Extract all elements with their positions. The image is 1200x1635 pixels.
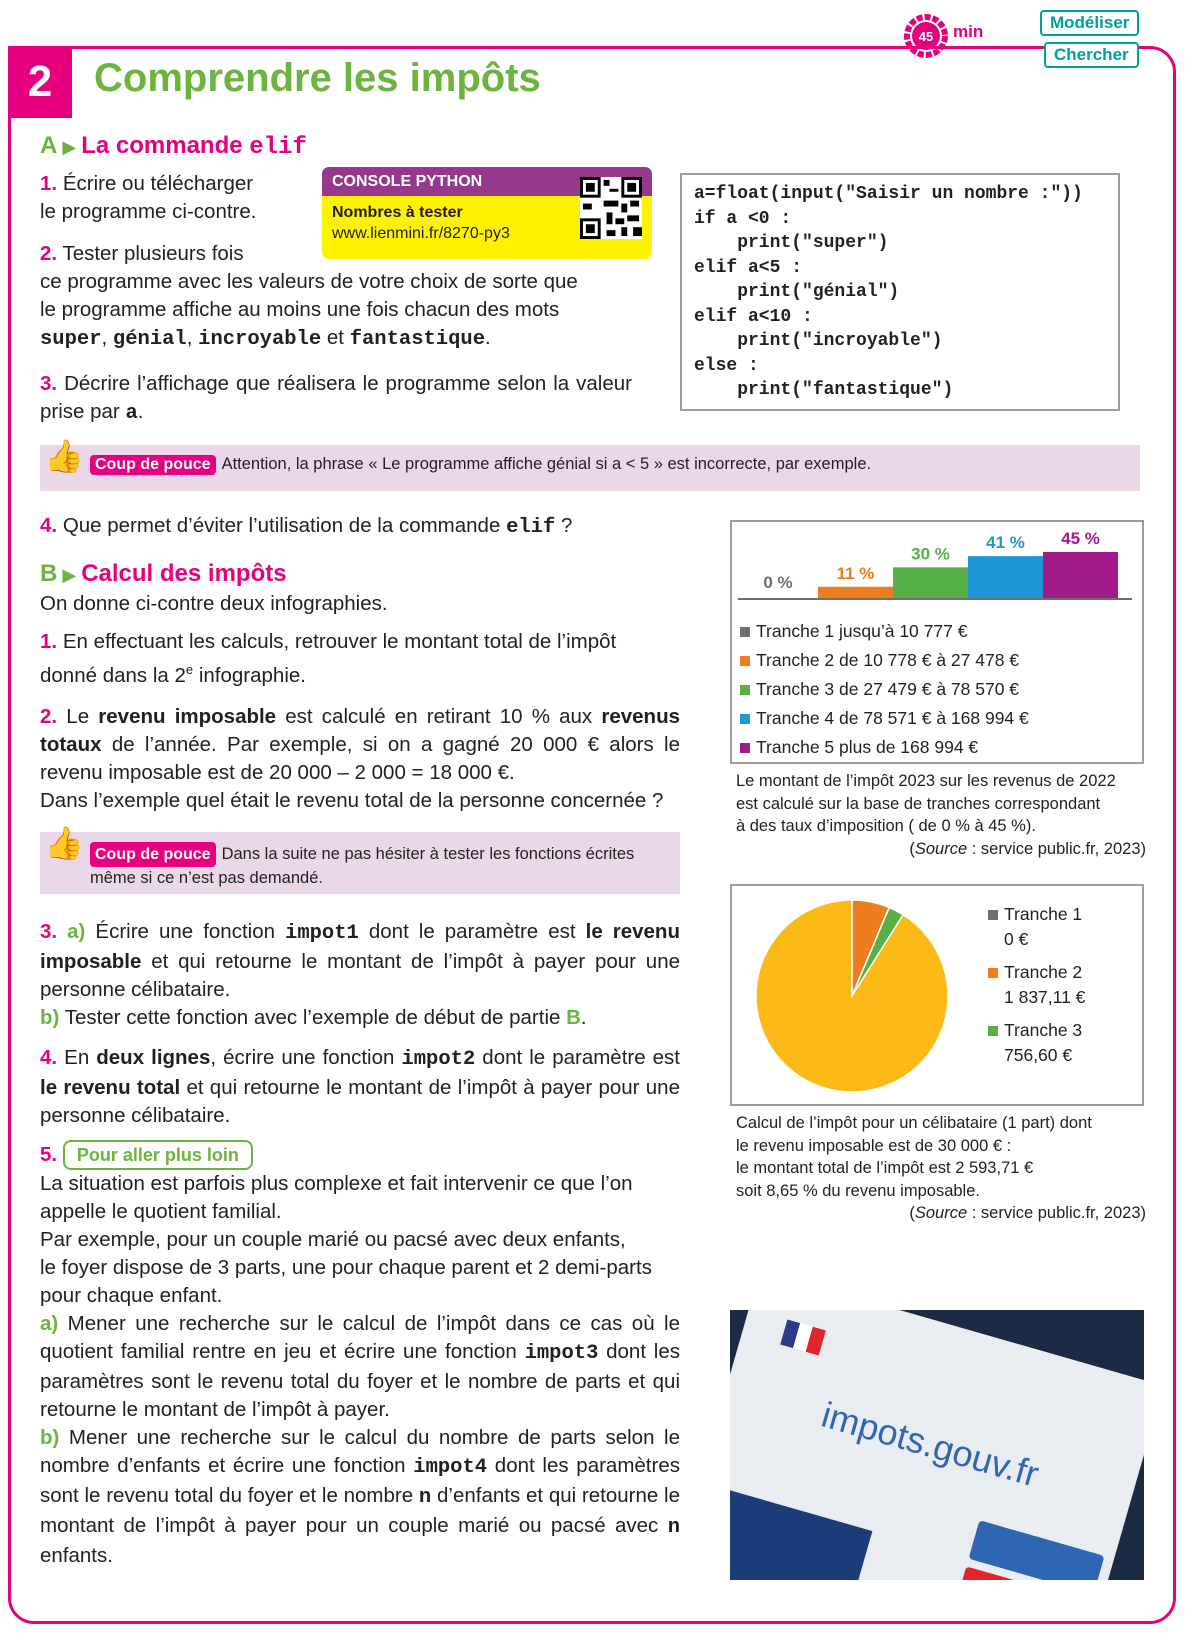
code-line: print("génial") (694, 282, 900, 302)
timer-icon (904, 14, 948, 58)
bar (893, 567, 968, 598)
code-line: print("incroyable") (694, 331, 943, 351)
bar-legend (740, 617, 1029, 762)
hint-text: Attention, la phrase « Le programme affiche génial si a < 5 » est incorrecte, par exemple. (221, 455, 872, 473)
console-line-1: Nombres à tester (332, 204, 463, 221)
bar-chart (732, 522, 1142, 622)
exercise-number: 2 (8, 46, 72, 118)
question-b3: 3. a) Écrire une fonction impot1 dont le paramètre est le revenu imposable et qui retourne le montant de l’impôt à payer pour une personne célibataire. b) Tester cette fonction avec l’exemple de début de partie B. (40, 920, 681, 1029)
code-line: elif a<5 : (694, 257, 803, 278)
bar-value-label: 11 % (836, 563, 875, 583)
pie-slice (756, 900, 948, 1092)
bar (968, 556, 1043, 598)
legend-item: Tranche 4 de 78 571 € à 168 994 € (740, 704, 1029, 733)
photo-site-name: impots.gouv.fr (817, 1393, 1044, 1495)
console-header: CONSOLE PYTHON (322, 167, 652, 196)
legend-item: Tranche 3 de 27 479 € à 78 570 € (740, 675, 1029, 704)
timer-unit: min (953, 22, 984, 41)
page-title: Comprendre les impôts (94, 56, 541, 100)
further-badge: Pour aller plus loin (63, 1140, 253, 1170)
question-b2: 2. Le revenu imposable est calculé en retirant 10 % aux revenus totaux de l’année. Par exemple, si on a gagné 20 000 € alors le revenu imposable est de 20 000 – 2 000 = 18 000 €. Dans l’exemple quel était le revenu total de la personne concernée ? (40, 705, 681, 812)
legend-item: Tranche 2 (988, 960, 1085, 985)
hint-box-2: 👍 Coup de pouce Dans la suite ne pas hésiter à tester les fonctions écrites même si ce n’est pas demandé. (40, 832, 680, 894)
pie-legend (988, 902, 1085, 1068)
legend-item: Tranche 2 de 10 778 € à 27 478 € (740, 646, 1029, 675)
bar-value-label: 30 % (911, 544, 950, 564)
question-b5: 5. Pour aller plus loin La situation est parfois plus complexe et fait intervenir ce que l’on appelle le quotient familial. Par exemple, pour un couple marié ou pacsé avec deux enfants, le foyer dispose de 3 parts, une pour chaque parent et 2 demi-parts pour chaque enfant. a) Mener une recherche sur le calcul de l’impôt dans ce cas où le quotient familial rentre en jeu et écrire une fonction impot3 dont les paramètres sont le revenu total du foyer et le nombre de parts et qui retourne le montant de l’impôt à payer. b) Mener une recherche sur le calcul du nombre de parts selon le nombre d’enfants et écrire une fonction impot4 dont les paramètres sont le revenu total du foyer et le nombre n d’enfants et qui retourne le montant de l’impôt à payer pour un couple marié ou pacsé avec n enfants. (40, 1140, 680, 1570)
question-a1: 1. Écrire ou télécharger le programme ci-contre. (40, 172, 257, 223)
code-line: print("fantastique") (694, 380, 954, 400)
legend-item: Tranche 5 plus de 168 994 € (740, 733, 1029, 762)
question-a4: 4. Que permet d’éviter l’utilisation de la commande elif ? (40, 514, 573, 539)
qr-code-icon (580, 177, 642, 239)
bar-value-label: 41 % (986, 533, 1025, 553)
skill-badge: Modéliser (1040, 10, 1139, 36)
skill-badge: Chercher (1044, 42, 1139, 68)
bar-chart-caption: Le montant de l’impôt 2023 sur les revenus de 2022 est calculé sur la base de tranches correspondant à des taux d’imposition ( de 0 % à 45 %). (Source : service public.fr, 2023) (736, 772, 1146, 858)
impots-website-photo (730, 1310, 1144, 1580)
legend-value: 756,60 € (1004, 1045, 1073, 1065)
thumbs-up-icon: 👍 (44, 825, 84, 861)
python-code-block (680, 173, 1120, 411)
hint-label: Coup de pouce (90, 842, 216, 867)
question-b1: 1. En effectuant les calculs, retrouver le montant total de l’impôt donné dans la 2e infographie. (40, 630, 617, 687)
bar-value-label: 0 % (763, 573, 793, 592)
code-line: print("super") (694, 233, 889, 253)
section-a-title: A ▶ La commande elif (40, 132, 307, 161)
tax-pie-chart (730, 884, 1144, 1106)
code-line: if a <0 : (694, 208, 792, 229)
legend-value: 1 837,11 € (1004, 987, 1086, 1007)
section-b-title: B ▶ Calcul des impôts (40, 560, 287, 587)
bar (818, 587, 893, 598)
timer-value: 45 (918, 29, 934, 44)
legend-value: 0 € (1004, 929, 1029, 949)
section-b-intro: On donne ci-contre deux infographies. (40, 592, 388, 615)
code-line: elif a<10 : (694, 306, 813, 327)
question-a3: 3. Décrire l’affichage que réalisera le programme selon la valeur prise par a. (40, 372, 632, 425)
hint-label: Coup de pouce (90, 455, 216, 475)
pie-chart (742, 891, 962, 1101)
tax-brackets-chart (730, 520, 1144, 764)
thumbs-up-icon: 👍 (44, 438, 84, 474)
legend-item: Tranche 3 (988, 1018, 1085, 1043)
legend-item: Tranche 1 (988, 902, 1085, 927)
code-line: a=float(input("Saisir un nombre :")) (694, 184, 1083, 204)
question-a2: 2. Tester plusieurs fois ce programme avec les valeurs de votre choix de sorte que le programme affiche au moins une fois chacun des mots super, génial, incroyable et fantastique. (40, 242, 578, 351)
legend-item: Tranche 1 jusqu’à 10 777 € (740, 617, 1029, 646)
bar (1043, 552, 1118, 598)
hint-box-1 (40, 438, 1140, 491)
code-line: else : (694, 355, 759, 376)
pie-chart-caption: Calcul de l’impôt pour un célibataire (1 part) dont le revenu imposable est de 30 000 € : le montant total de l’impôt est 2 593,71 € soit 8,65 % du revenu imposable. (Source : service public.fr, 2023) (736, 1114, 1146, 1222)
console-link: www.lienmini.fr/8270-py3 (332, 225, 510, 242)
question-b4: 4. En deux lignes, écrire une fonction impot2 dont le paramètre est le revenu total et qui retourne le montant de l’impôt à payer pour une personne célibataire. (40, 1046, 681, 1127)
bar-value-label: 45 % (1061, 529, 1100, 548)
